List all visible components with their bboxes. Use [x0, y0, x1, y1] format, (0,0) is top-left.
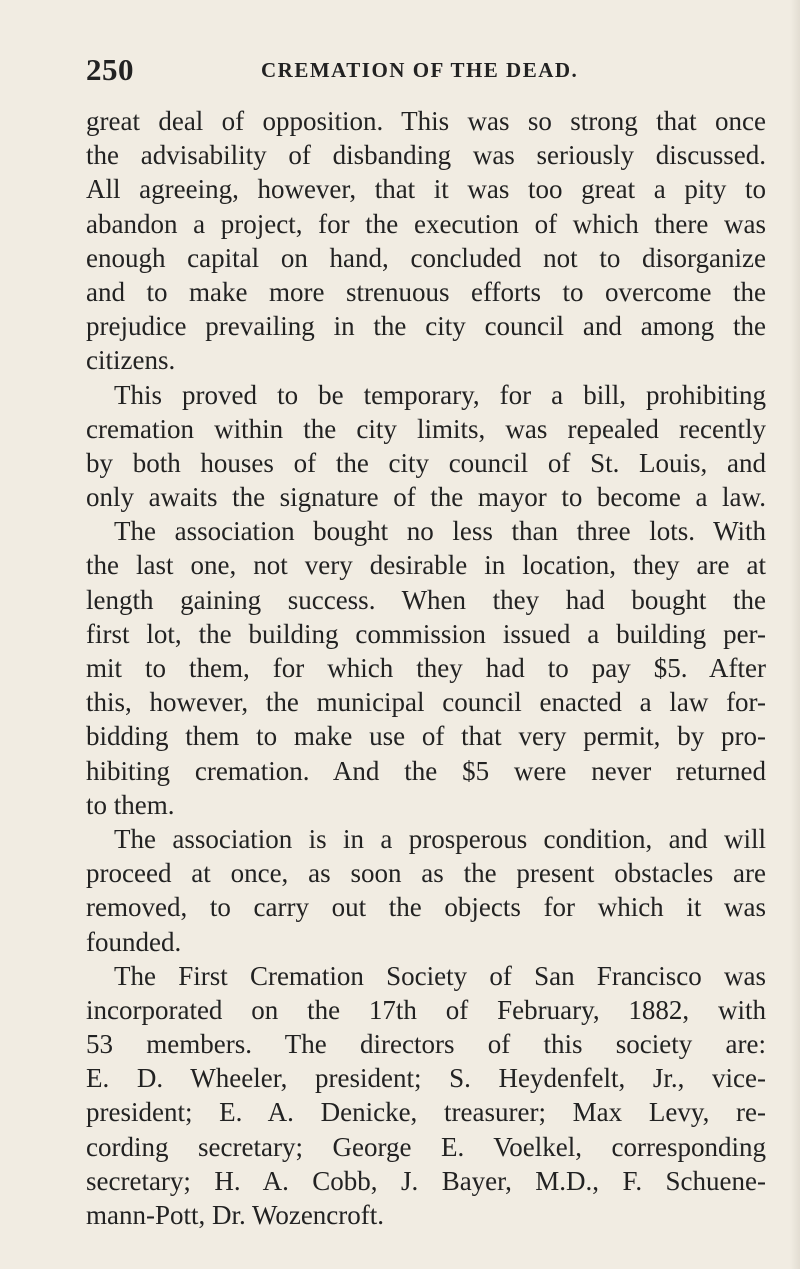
text-line: hibiting cremation. And the $5 were never returned [86, 755, 766, 786]
text-line: citizens. [86, 345, 176, 376]
text-line: proceed at once, as soon as the present obstacles are [86, 858, 766, 889]
page-header [86, 52, 722, 92]
text-line: mit to them, for which they had to pay $5. After [86, 653, 766, 683]
text-line: the advisability of disbanding was seriously discussed. [86, 140, 766, 171]
text-line: length gaining success. When they had bought the [86, 584, 766, 615]
text-line: bidding them to make use of that very permit, by pro- [86, 721, 766, 752]
body-text [86, 104, 766, 1232]
text-line: incorporated on the 17th of February, 1882, with [86, 994, 766, 1025]
page-edge-shadow [790, 0, 800, 1269]
text-line: founded. [86, 926, 182, 957]
text-line: The association is in a prosperous condition, and will [114, 823, 766, 854]
text-line: The First Cremation Society of San Francisco was [114, 960, 766, 991]
text-line: mann-Pott, Dr. Wozencroft. [86, 1200, 385, 1230]
text-line: this, however, the municipal council enacted a law for- [86, 687, 766, 718]
text-line: removed, to carry out the objects for which it was [86, 892, 766, 923]
text-line: The association bought no less than three lots. With [114, 516, 766, 547]
text-line: great deal of opposition. This was so strong that once [86, 106, 766, 136]
text-line: abandon a project, for the execution of which there was [86, 208, 766, 239]
text-line: cording secretary; George E. Voelkel, corresponding [86, 1131, 766, 1162]
text-line: to them. [86, 789, 175, 820]
text-line: and to make more strenuous efforts to overcome the [86, 276, 766, 307]
text-line: first lot, the building commission issued a building per- [86, 618, 766, 649]
text-line: E. D. Wheeler, president; S. Heydenfelt, Jr., vice- [86, 1063, 766, 1094]
text-line: president; E. A. Denicke, treasurer; Max Levy, re- [86, 1097, 766, 1128]
text-line: This proved to be temporary, for a bill, prohibiting [114, 379, 766, 410]
text-line: 53 members. The directors of this society are: [86, 1029, 766, 1060]
text-line: enough capital on hand, concluded not to disorganize [86, 242, 766, 273]
text-line: by both houses of the city council of St. Louis, and [86, 447, 766, 478]
text-line: secretary; H. A. Cobb, J. Bayer, M.D., F. Schuene- [86, 1165, 766, 1196]
text-line: prejudice prevailing in the city council and among the [86, 311, 766, 342]
page-number: 250 [86, 52, 134, 87]
text-line: cremation within the city limits, was repealed recently [86, 413, 766, 444]
text-line: only awaits the signature of the mayor to become a law. [86, 482, 766, 513]
running-title: CREMATION OF THE DEAD. [261, 58, 579, 82]
text-line: All agreeing, however, that it was too great a pity to [86, 174, 766, 205]
text-line: the last one, not very desirable in location, they are at [86, 550, 766, 581]
